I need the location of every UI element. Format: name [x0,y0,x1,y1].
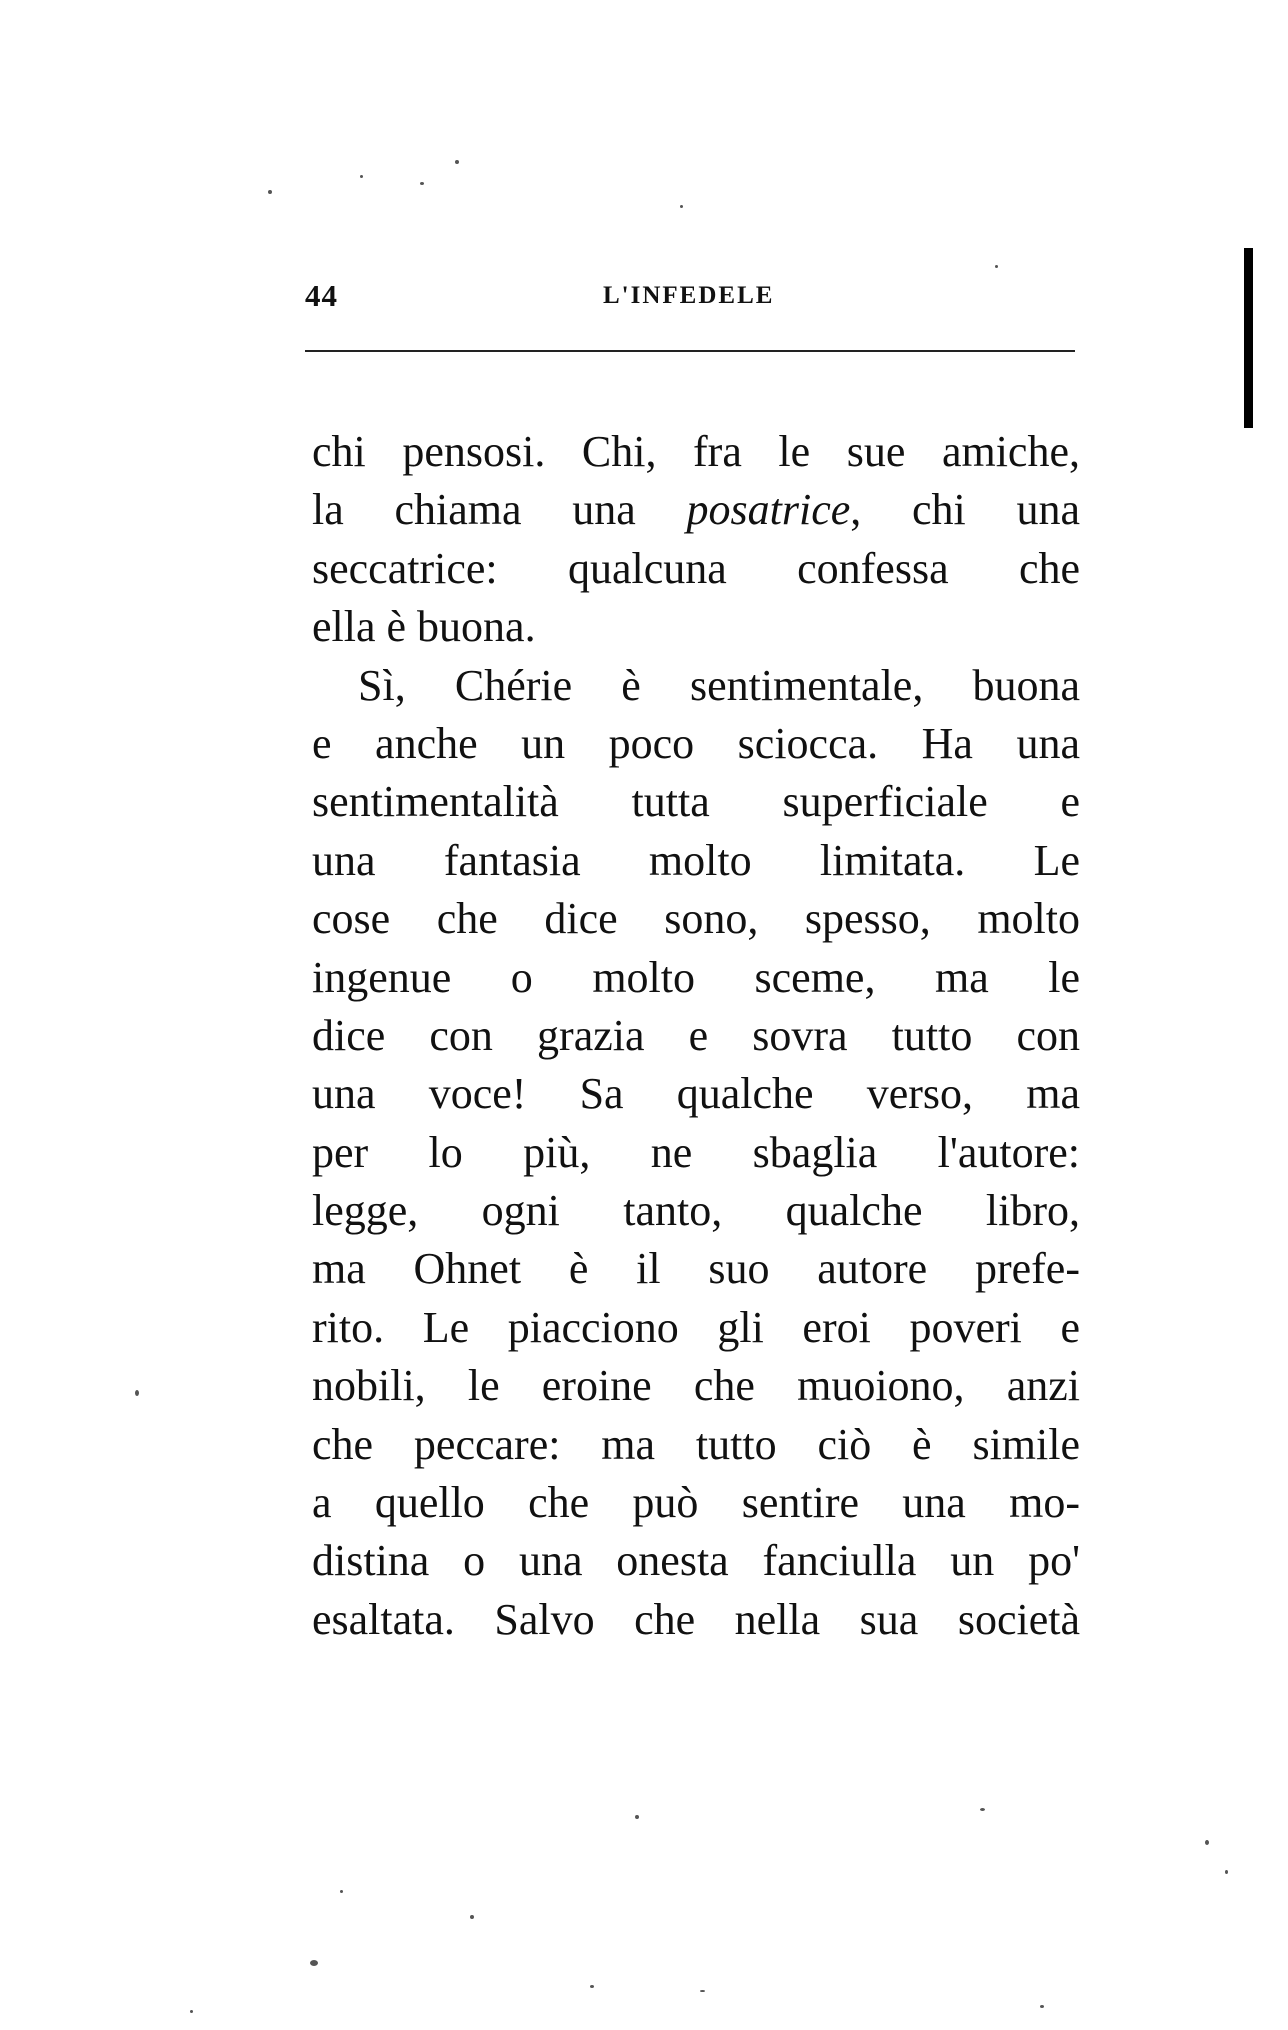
scan-speck [590,1985,594,1988]
text-line: per lo più, ne sbaglia l'autore: [312,1127,1080,1177]
scan-speck [635,1815,639,1819]
scan-speck [995,265,998,268]
text-line: che peccare: ma tutto ciò è simile [312,1419,1080,1469]
text-line [312,481,1080,539]
text-line: dice con grazia e sovra tutto con [312,1010,1080,1060]
text-line: esaltata. Salvo che nella sua società [312,1594,1080,1644]
scan-speck [680,205,683,208]
line-part: la chiama una [312,485,687,535]
text-line: Sì, Chérie è sentimentale, buona [358,660,1080,710]
text-line: seccatrice: qualcuna confessa che [312,543,1080,593]
page-number: 44 [305,278,338,313]
text-line: rito. Le piacciono gli eroi poveri e [312,1302,1080,1352]
text-line: distina o una onesta fanciulla un po' [312,1536,1080,1586]
scan-speck [360,175,363,178]
text-line: e anche un poco sciocca. Ha una [312,718,1080,768]
scan-speck [340,1890,343,1893]
text-line: legge, ogni tanto, qualche libro, [312,1186,1080,1236]
running-title: L'INFEDELE [603,282,775,309]
scan-speck [1225,1870,1228,1874]
scan-speck [190,2010,193,2013]
scan-speck [310,1960,318,1966]
text-line: una voce! Sa qualche verso, ma [312,1069,1080,1119]
scan-speck [420,182,424,185]
text-line: ella è buona. [312,602,536,652]
text-line: una fantasia molto limitata. Le [312,835,1080,885]
text-line: cose che dice sono, spesso, molto [312,894,1080,944]
scan-speck [1205,1840,1209,1845]
text-line: ma Ohnet è il suo autore prefe- [312,1244,1080,1294]
body-text [312,423,1080,1649]
text-line: ingenue o molto sceme, ma le [312,952,1080,1002]
text-line: a quello che può sentire una mo- [312,1478,1080,1528]
scan-speck [135,1390,139,1396]
italic-word: posatrice [686,485,851,535]
line-part: , chi una [850,485,1080,535]
text-line: nobili, le eroine che muoiono, anzi [312,1361,1080,1411]
margin-mark [1244,248,1253,428]
text-line: chi pensosi. Chi, fra le sue amiche, [312,427,1080,476]
scan-speck [268,190,272,194]
running-head [305,278,1075,318]
scan-speck [1040,2005,1044,2008]
text-line: sentimentalità tutta superficiale e [312,777,1080,827]
header-rule [305,350,1075,352]
scan-speck [455,160,459,164]
scan-speck [470,1915,474,1919]
scan-speck [980,1808,985,1811]
scan-speck [700,1990,705,1992]
